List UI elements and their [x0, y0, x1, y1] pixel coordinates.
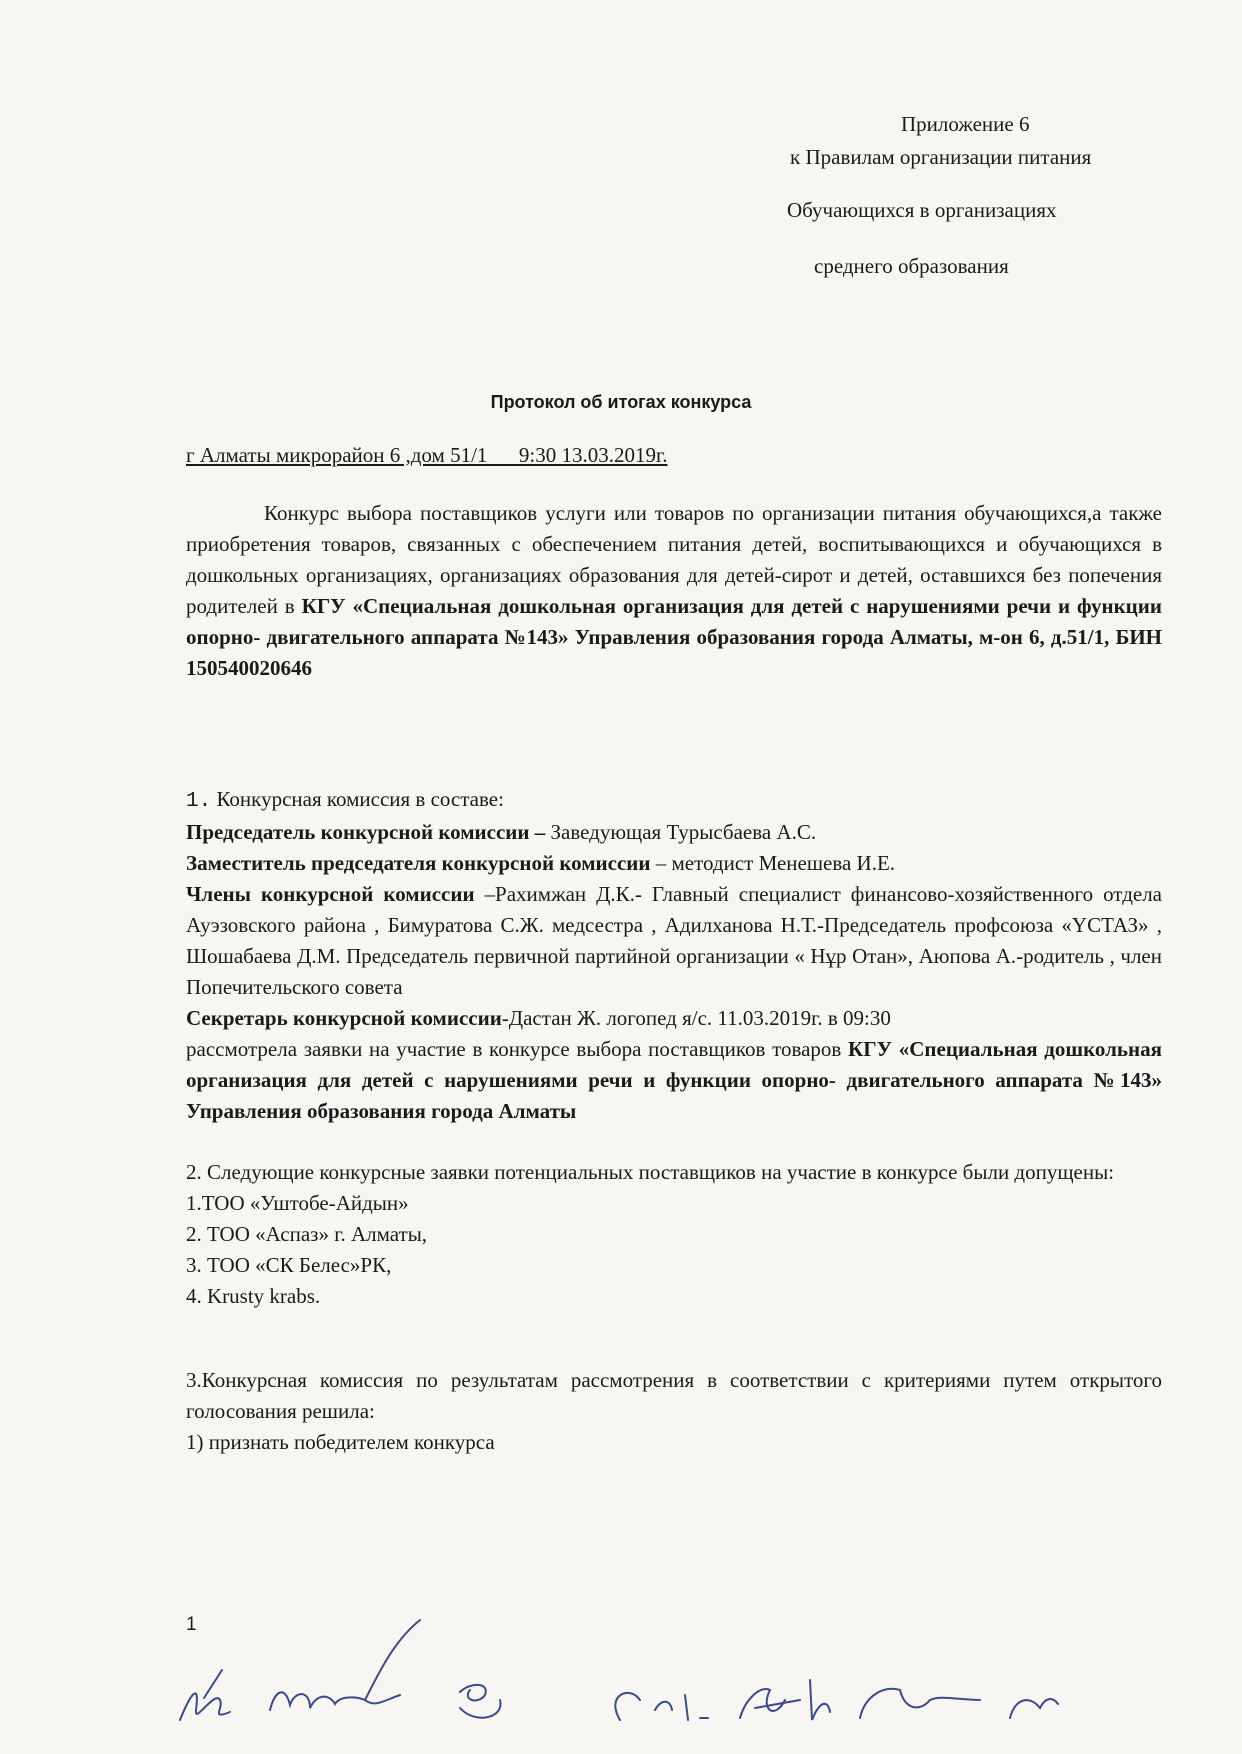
- supplier-item: 4. Krusty krabs.: [186, 1284, 321, 1308]
- review-text: рассмотрела заявки на участие в конкурсе выбора поставщиков товаров: [186, 1037, 849, 1061]
- page-number: 1: [186, 1614, 197, 1635]
- decision-text: 3.Конкурсная комиссия по результатам рассмотрения в соответствии с критериями путем открытого голосования решила:: [186, 1368, 1162, 1423]
- appendix-line-3: Обучающихся в организациях: [787, 198, 1057, 222]
- chair-label: Председатель конкурсной комиссии –: [186, 820, 546, 844]
- supplier-item: 1.ТОО «Уштобе-Айдын»: [186, 1191, 409, 1215]
- intro-organization: КГУ «Специальная дошкольная организация для детей с нарушениями речи и функции опорно- двигательного аппарата №143» Управления образования города Алматы, м-он 6, д.51/1, БИН 150540020646: [186, 594, 1162, 680]
- document-title: Протокол об итогах конкурса: [490, 392, 752, 412]
- section-commission: [186, 784, 1162, 1127]
- signature-4: [615, 1693, 708, 1720]
- review-organization: КГУ «Специальная дошкольная организация для детей с нарушениями речи и функции опорно- двигательного аппарата №143» Управления образования города Алматы: [186, 1037, 1163, 1123]
- admitted-text: 2. Следующие конкурсные заявки потенциальных поставщиков на участие в конкурсе были допущены:: [186, 1160, 1115, 1184]
- section1-heading: Конкурсная комиссия в составе:: [211, 787, 504, 811]
- members-label: Члены конкурсной комиссии: [186, 882, 475, 906]
- signature-1: [180, 1670, 230, 1720]
- supplier-item: 3. ТОО «СК Белес»РК,: [186, 1253, 392, 1277]
- members-line: [186, 879, 1162, 1003]
- appendix-line-2: к Правилам организации питания: [790, 145, 1092, 169]
- section1-number: 1.: [186, 790, 212, 813]
- deputy-line: [186, 848, 1162, 879]
- intro-text: Конкурс выбора поставщиков услуги или товаров по организации питания обучающихся,а также приобретения товаров, связанных с обеспечением питания детей, воспитывающихся и обучающихся в дошкольных организациях, организациях образования для детей-сирот и детей, оставшихся без попечения родителей в: [186, 501, 1162, 618]
- secretary-text: -Дастан Ж. логопед я/с. 11.03.2019г. в 09:30: [501, 1006, 891, 1030]
- place-date-line: г Алматы микрорайон 6 ,дом 51/1 9:30 13.03.2019г.: [186, 443, 668, 467]
- signature-7: [1010, 1699, 1058, 1718]
- chair-text: Заведующая Турысбаева А.С.: [545, 820, 817, 844]
- intro-paragraph: [186, 498, 1162, 684]
- members-text: –Рахимжан Д.К.- Главный специалист финансово-хозяйственного отдела Ауэзовского района , Бимуратова С.Ж. медсестра , Адилханова Н.Т.-Председатель профсоюза «ҮСТАЗ» , Шошабаева Д.М. Председатель первичной партийной организации « Нұр Отан», Аюпова А.-родитель , член Попечительского совета: [186, 882, 1163, 999]
- signatures: [160, 1600, 1060, 1740]
- deputy-label: Заместитель председателя конкурсной комиссии: [186, 851, 651, 875]
- signature-5: [740, 1680, 830, 1720]
- secretary-line: [186, 1003, 1162, 1034]
- secretary-label: Секретарь конкурсной комиссии: [186, 1006, 502, 1030]
- commission-heading: [186, 784, 1162, 817]
- signature-6: [860, 1689, 980, 1718]
- appendix-line-4: среднего образования: [814, 254, 1009, 278]
- review-line: [186, 1034, 1162, 1127]
- section-admitted: [186, 1157, 1162, 1312]
- section-decision: [186, 1365, 1162, 1458]
- signature-2: [270, 1620, 420, 1710]
- decision-item-1: 1) признать победителем конкурса: [186, 1430, 495, 1454]
- signature-3: [460, 1685, 501, 1718]
- chair-line: [186, 817, 1162, 848]
- appendix-line-1: Приложение 6: [901, 112, 1030, 136]
- supplier-item: 2. ТОО «Аспаз» г. Алматы,: [186, 1222, 428, 1246]
- deputy-text: – методист Менешева И.Е.: [650, 851, 896, 875]
